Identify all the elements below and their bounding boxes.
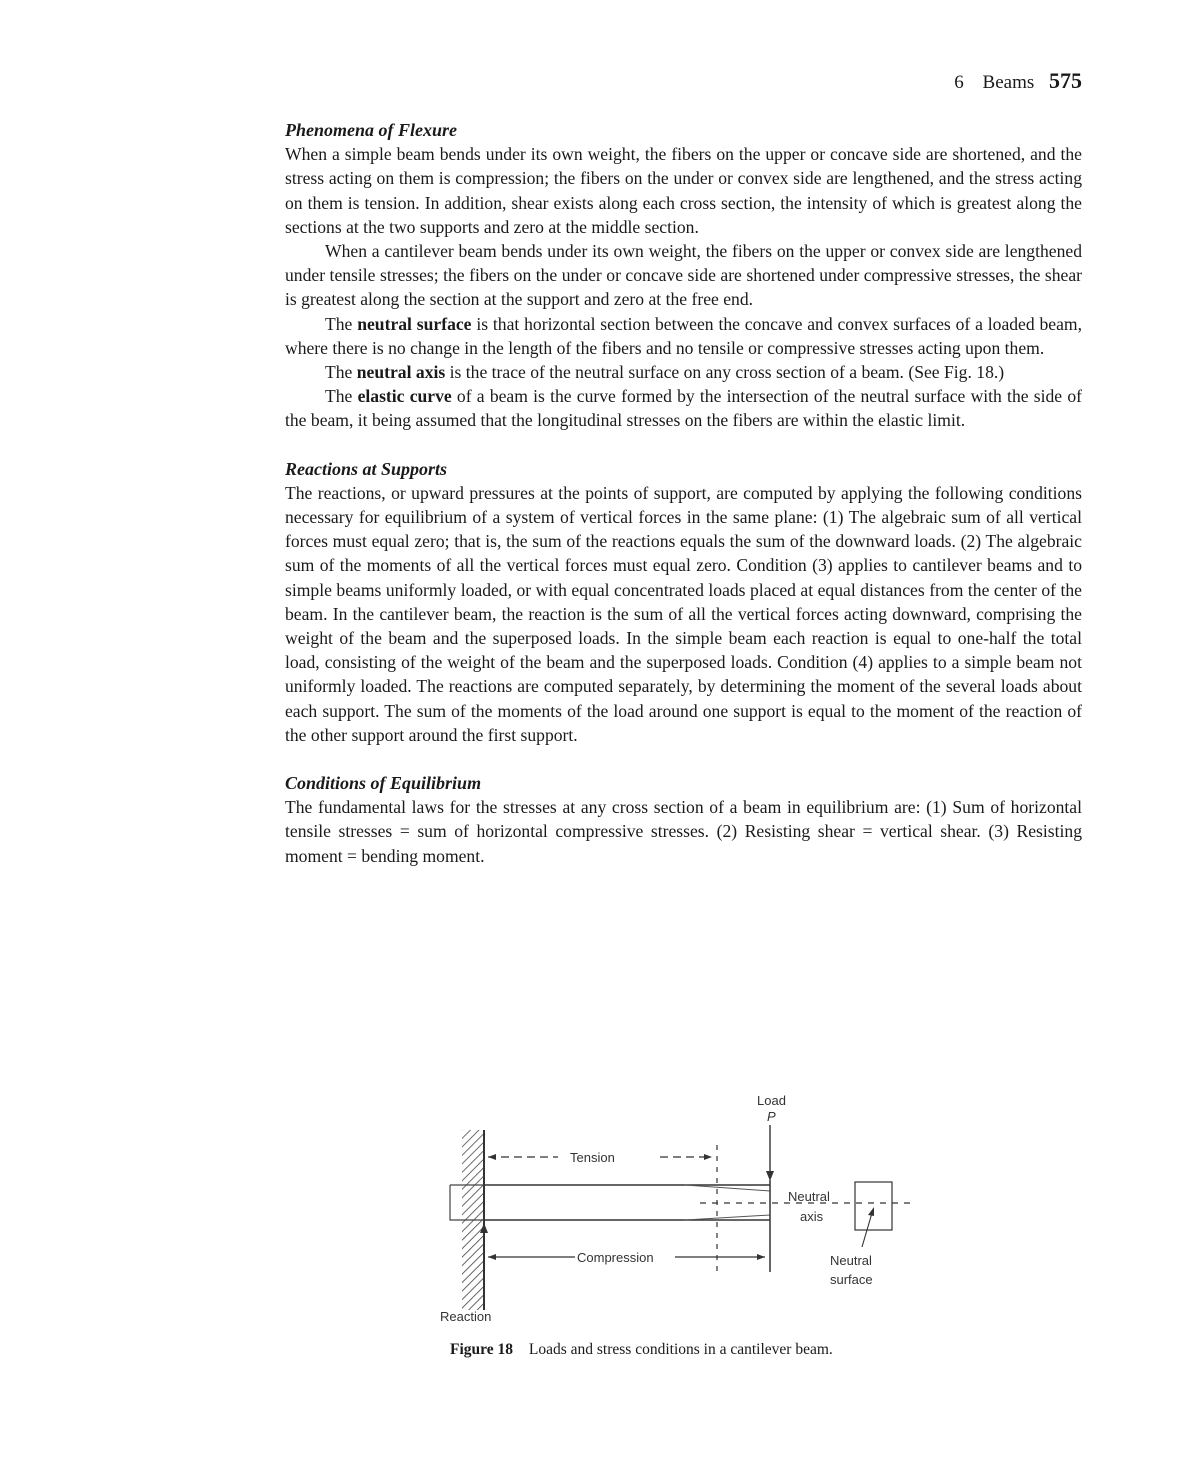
section-title-reactions: Reactions at Supports: [285, 458, 448, 479]
paragraph: The reactions, or upward pressures at the points of support, are computed by applying the following conditions necessary for equilibrium of a system of vertical forces in the same plane: (1) The algebraic sum of all vertical forces must equal zero; that is, the sum of the reactions equals the sum of the downward loads. (2) The algebraic sum of the moments of all the vertical forces must equal zero. Condition (3) applies to cantilever beams and to simple beams uniformly loaded, or with equal concentrated loads placed at equal distances from the center of the beam. In the cantilever beam, the reaction is the sum of all the vertical forces acting downward, comprising the weight of the beam and the superposed loads. In the simple beam each reaction is equal to one-half the total load, consisting of the weight of the beam and the superposed loads. Condition (4) applies to a simple beam not uniformly loaded. The reactions are computed separately, by determining the moment of the several loads about each support. The sum of the moments of the load around one support is equal to the moment of the reaction of the other support around the first support.: [285, 482, 1082, 745]
paragraph: When a simple beam bends under its own weight, the fibers on the upper or concave side are shortened, and the stress acting on them is compression; the fibers on the under or convex side are lengthened, and the stress acting on them is tension. In addition, shear exists along each cross section, the intensity of which is greatest along the sections at the two supports and zero at the middle section.: [285, 144, 1082, 237]
paragraph-elastic-curve: [285, 384, 1082, 432]
term-elastic-curve: elastic curve: [357, 386, 452, 407]
paragraph-neutral-axis: [285, 360, 1082, 384]
arrowhead: [488, 1254, 496, 1260]
label-load-symbol: P: [767, 1109, 776, 1124]
chapter-title: Beams: [982, 72, 1035, 93]
text-run: is that horizontal section between the concave and convex surfaces of a loaded beam, where there is no change in the length of the fibers and no tensile or compressive stresses acting upon them.: [285, 313, 1082, 358]
label-compression: Compression: [577, 1250, 654, 1265]
page-number: 575: [1049, 68, 1082, 93]
label-reaction: Reaction: [440, 1309, 492, 1324]
text-run: The: [325, 313, 358, 334]
text-run: The: [325, 362, 357, 383]
arrowhead: [488, 1154, 496, 1160]
label-neutral-surface-2: surface: [830, 1272, 873, 1287]
section-title-equilibrium: Conditions of Equilibrium: [285, 773, 482, 794]
figure-caption-label: Figure 18: [450, 1341, 513, 1358]
term-neutral-axis: neutral axis: [356, 362, 446, 383]
paragraph: When a cantilever beam bends under its own weight, the fibers on the upper or convex side are lengthened under tensile stresses; the fibers on the under or concave side are shortened under compressive stresses, the shear is greatest along the section at the support and zero at the free end.: [285, 241, 1082, 310]
label-load: Load: [757, 1093, 786, 1108]
paragraph: The fundamental laws for the stresses at any cross section of a beam in equilibrium are: (1) Sum of horizontal tensile stresses = sum of horizontal compressive stresses. (2) Resisting shear = vertical shear. (3) Resisting moment = bending moment.: [285, 797, 1082, 866]
term-neutral-surface: neutral surface: [357, 313, 472, 334]
label-neutral-axis-2: axis: [800, 1209, 824, 1224]
beam-deflection-top: [685, 1185, 770, 1191]
chapter-number: 6: [954, 72, 964, 93]
spacer: [285, 747, 1082, 771]
label-neutral-axis-1: Neutral: [788, 1189, 830, 1204]
text-run: is the trace of the neutral surface on any cross section of a beam. (See Fig. 18.): [445, 362, 1005, 383]
arrowhead: [757, 1254, 765, 1260]
cross-section: [855, 1182, 892, 1230]
page-header: [954, 68, 1082, 94]
page-body: [285, 118, 1082, 868]
text-run: The: [325, 386, 358, 407]
figure-cantilever-beam: [430, 1085, 950, 1325]
label-tension: Tension: [570, 1150, 615, 1165]
spacer: [285, 433, 1082, 457]
arrowhead: [868, 1207, 874, 1216]
paragraph-neutral-surface: [285, 312, 1082, 360]
figure-caption: [450, 1341, 833, 1359]
figure-caption-text: Loads and stress conditions in a cantilever beam.: [528, 1341, 833, 1358]
arrowhead: [766, 1171, 774, 1181]
section-title-flexure: Phenomena of Flexure: [285, 120, 458, 140]
beam-diagram: [430, 1085, 950, 1325]
label-neutral-surface-1: Neutral: [830, 1253, 872, 1268]
arrowhead: [704, 1154, 712, 1160]
text-run: of a beam is the curve formed by the intersection of the neutral surface with the side of the beam, it being assumed that the longitudinal stresses on the fibers are within the elastic limit.: [285, 386, 1082, 431]
